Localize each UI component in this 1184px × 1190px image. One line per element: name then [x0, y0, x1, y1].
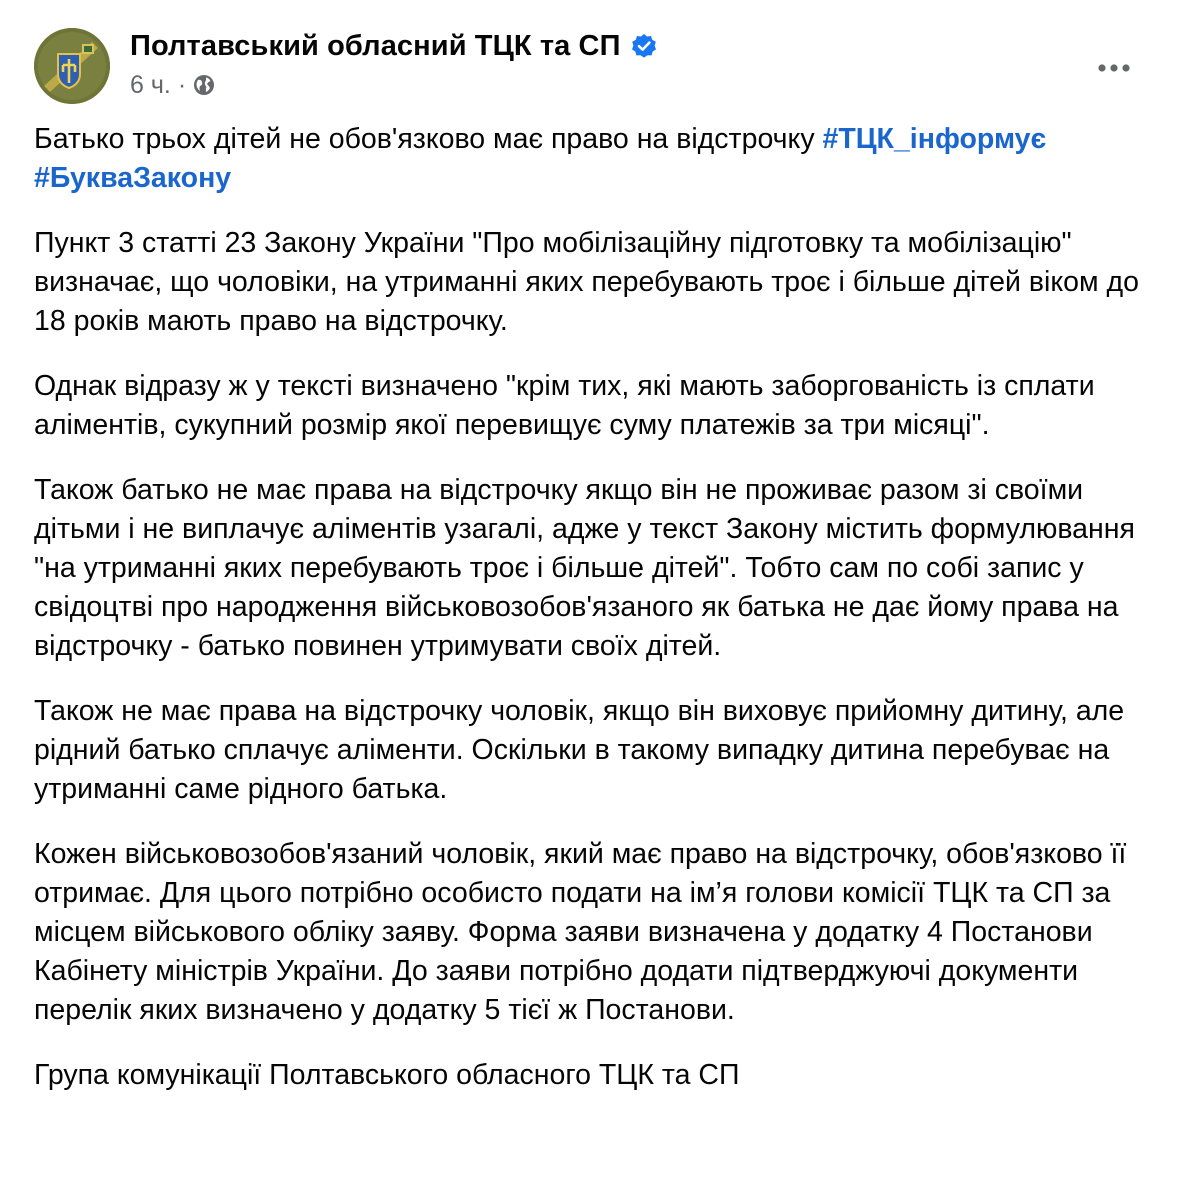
military-emblem-icon[interactable] — [34, 28, 110, 104]
post-paragraph: Однак відразу ж у тексті визначено "крім тих, які мають заборгованість із сплати аліментів, сукупний розмір якої перевищує суму платежів за три місяці". — [34, 370, 1095, 441]
post-time[interactable]: 6 ч. — [130, 70, 171, 99]
headline-text: Батько трьох дітей не обов'язково має право на відстрочку — [34, 123, 823, 155]
more-options-icon[interactable] — [1094, 48, 1134, 88]
post-paragraph: Також батько не має права на відстрочку якщо він не проживає разом зі своїми дітьми і не виплачує аліментів узагалі, адже у текст Закону містить формулювання "на утриманні яких перебувають троє і більше дітей". Тобто сам по собі запис у свідоцтві про народження військовозобов'язаного як батька не дає йому права на відстрочку - батько повинен утримувати своїх дітей. — [34, 474, 1135, 662]
post-paragraph: Кожен військовозобов'язаний чоловік, який має право на відстрочку, обов'язково її отримає. Для цього потрібно особисто подати на ім’я голови комісії ТЦК та СП за місцем військового обліку заяву. Форма заяви визначена у додатку 4 Постанови Кабінету міністрів України. До заяви потрібно додати підтверджуючі документи перелік яких визначено у додатку 5 тієї ж Постанови. — [34, 838, 1127, 1026]
post-paragraph: Пункт 3 статті 23 Закону України "Про мобілізаційну підготовку та мобілізацію" визначає, що чоловіки, на утриманні яких перебувають троє і більше дітей віком до 18 років мають право на відстрочку. — [34, 227, 1139, 337]
meta-separator: · — [177, 70, 187, 99]
post-header — [34, 28, 1150, 104]
post-meta — [130, 70, 657, 100]
hashtag-link[interactable]: #БукваЗакону — [34, 162, 232, 194]
post-headline — [34, 120, 1164, 198]
globe-icon[interactable] — [193, 74, 215, 96]
hashtag-link[interactable]: #ТЦК_інформує — [822, 123, 1047, 155]
post-text — [34, 120, 1164, 1121]
author-line — [130, 28, 657, 64]
author-name[interactable]: Полтавський обласний ТЦК та СП — [130, 29, 621, 62]
post-paragraph: Також не має права на відстрочку чоловік, якщо він виховує прийомну дитину, але рідний батько сплачує аліменти. Оскільки в такому випадку дитина перебуває на утриманні саме рідного батька. — [34, 695, 1125, 805]
author-block — [130, 28, 657, 100]
verified-badge-icon — [631, 33, 657, 59]
post-signature: Група комунікації Полтавського обласного ТЦК та СП — [34, 1059, 740, 1091]
